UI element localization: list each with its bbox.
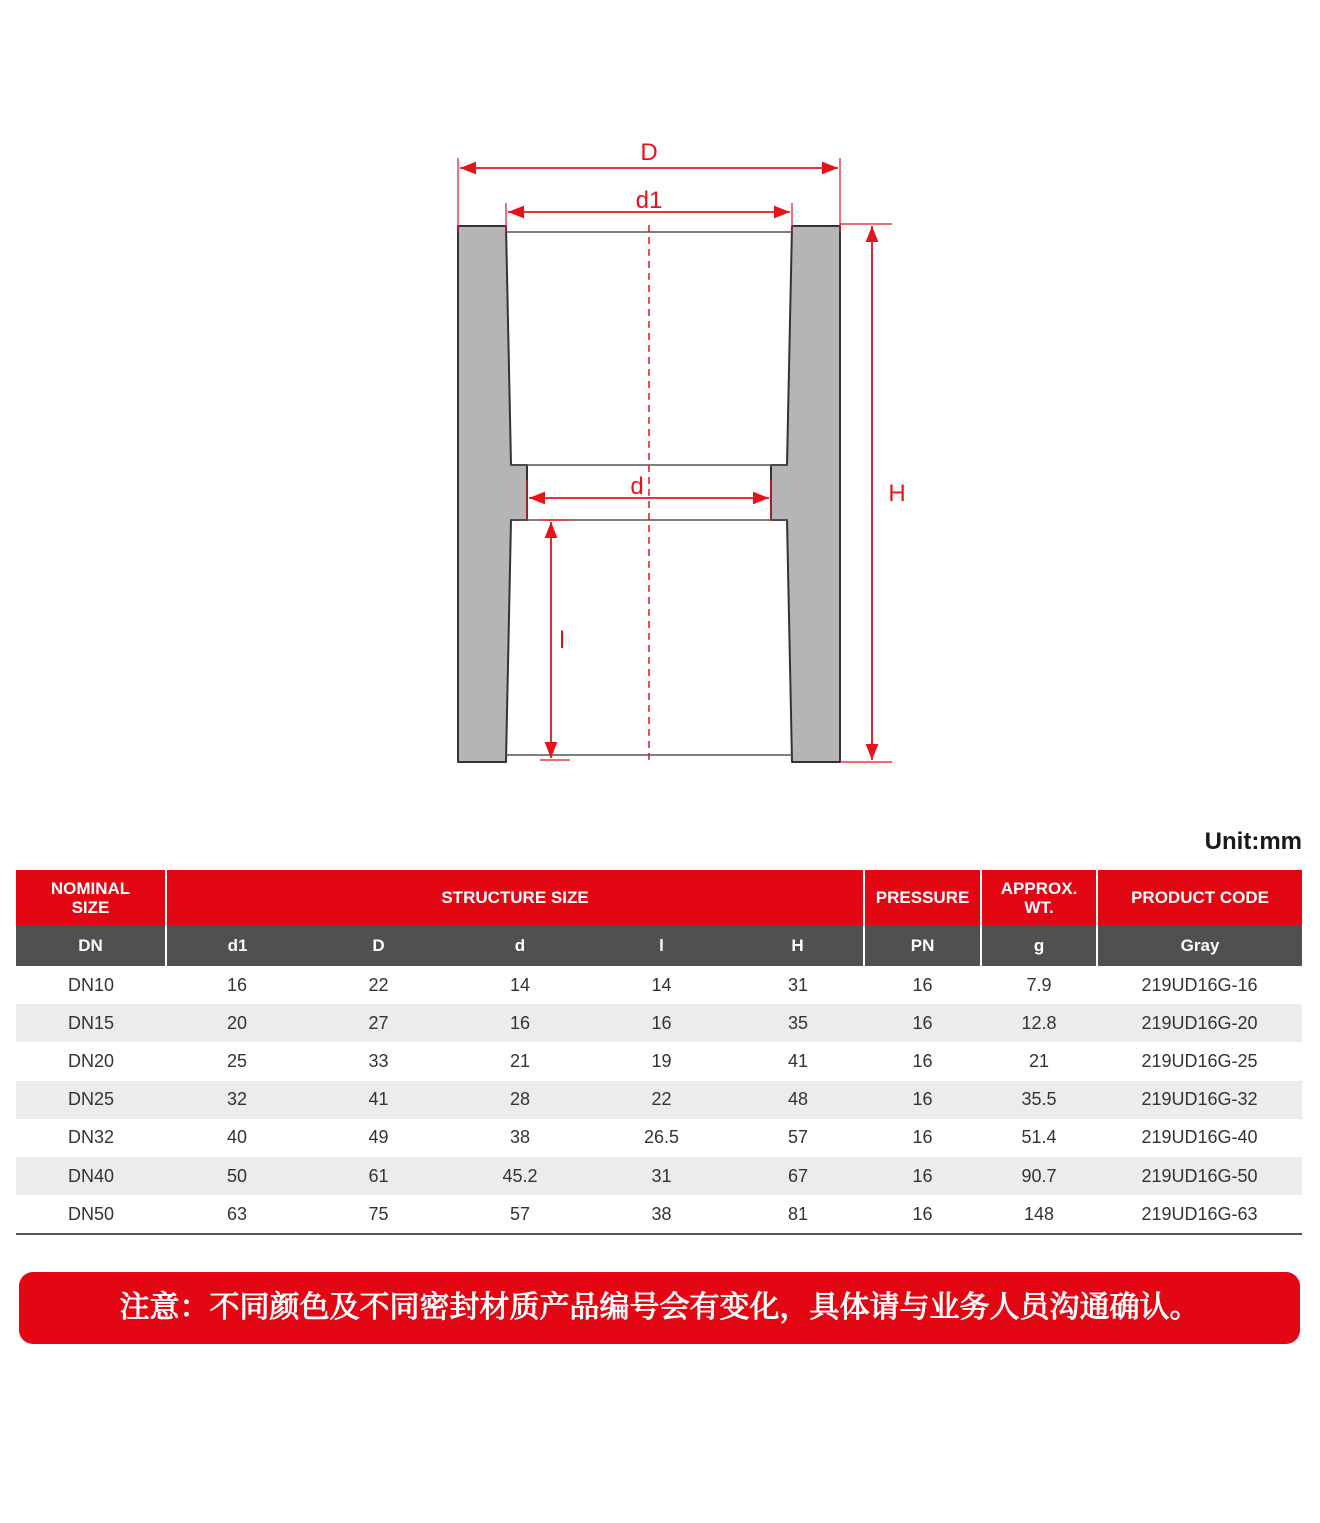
cell-H: 67 xyxy=(732,1157,864,1195)
header-nominal-size: NOMINAL SIZE xyxy=(16,870,166,925)
subheader-pn: PN xyxy=(864,925,981,966)
cell-D: 49 xyxy=(368,1127,389,1148)
note-banner: 注意：不同颜色及不同密封材质产品编号会有变化，具体请与业务人员沟通确认。 xyxy=(19,1272,1300,1344)
header-pressure: PRESSURE xyxy=(864,870,981,925)
cell-d: 57 xyxy=(509,1203,531,1224)
header-approx-wt: APPROX. WT. xyxy=(981,870,1097,925)
cell-g: 90.7 xyxy=(981,1157,1097,1195)
cell-D: 75 xyxy=(368,1203,389,1224)
cell-g: 7.9 xyxy=(1026,974,1052,995)
cell-H: 41 xyxy=(788,1050,809,1071)
cell-gray: 219UD16G-20 xyxy=(1097,1004,1302,1042)
cell-l: 26.5 xyxy=(643,1127,680,1148)
cell-pn: 16 xyxy=(912,1203,933,1224)
cell-l: 38 xyxy=(651,1203,672,1224)
cell-gray: 219UD16G-50 xyxy=(1097,1157,1302,1195)
cell-d: 14 xyxy=(509,974,531,995)
table-row xyxy=(16,1119,1302,1157)
subheader-d1: d1 xyxy=(166,925,308,966)
cell-H: 57 xyxy=(788,1127,809,1148)
cell-d: 21 xyxy=(509,1050,531,1071)
header-row-top xyxy=(16,870,1302,925)
cell-dn: DN25 xyxy=(16,1081,166,1119)
header-row-sub xyxy=(16,925,1302,966)
cell-d: 28 xyxy=(449,1081,591,1119)
cell-dn: DN40 xyxy=(16,1157,166,1195)
cell-d1: 63 xyxy=(226,1203,248,1224)
cell-d1: 16 xyxy=(226,974,248,995)
cell-d1: 32 xyxy=(166,1081,308,1119)
table-row xyxy=(16,1081,1302,1119)
label-d1: d1 xyxy=(635,187,663,214)
cell-l: 31 xyxy=(591,1157,732,1195)
subheader-gray: Gray xyxy=(1097,925,1302,966)
cell-d: 38 xyxy=(509,1127,531,1148)
label-l: l xyxy=(559,627,565,654)
cell-dn: DN20 xyxy=(67,1050,115,1071)
subheader-l: l xyxy=(591,925,732,966)
cell-g: 21 xyxy=(1029,1050,1050,1071)
cell-d1: 20 xyxy=(166,1004,308,1042)
cell-l: 14 xyxy=(651,974,672,995)
label-D: D xyxy=(640,139,658,166)
label-d: d xyxy=(630,473,644,500)
unit-label: Unit:mm xyxy=(1204,828,1302,855)
spec-table xyxy=(16,870,1302,1235)
cell-l: 19 xyxy=(651,1050,672,1071)
cell-pn: 16 xyxy=(864,1004,981,1042)
table-row xyxy=(16,1195,1302,1234)
cell-dn: DN15 xyxy=(16,1004,166,1042)
cell-pn: 16 xyxy=(864,1157,981,1195)
header-product-code: PRODUCT CODE xyxy=(1097,870,1302,925)
label-H: H xyxy=(888,480,906,507)
cell-H: 48 xyxy=(732,1081,864,1119)
cell-g: 51.4 xyxy=(1021,1127,1057,1148)
cell-gray: 219UD16G-40 xyxy=(1141,1127,1258,1148)
subheader-dn: DN xyxy=(16,925,166,966)
left-wall xyxy=(458,226,527,762)
table-row xyxy=(16,966,1302,1004)
cell-gray: 219UD16G-16 xyxy=(1141,974,1258,995)
cell-H: 31 xyxy=(788,974,809,995)
cell-D: 27 xyxy=(308,1004,449,1042)
cell-pn: 16 xyxy=(912,974,933,995)
cell-d: 16 xyxy=(449,1004,591,1042)
cell-H: 35 xyxy=(732,1004,864,1042)
cell-gray: 219UD16G-32 xyxy=(1097,1081,1302,1119)
cell-g: 12.8 xyxy=(981,1004,1097,1042)
subheader-g: g xyxy=(981,925,1097,966)
cell-pn: 16 xyxy=(912,1050,933,1071)
header-structure-size: STRUCTURE SIZE xyxy=(166,870,864,925)
cell-gray: 219UD16G-25 xyxy=(1141,1050,1258,1071)
cell-d1: 40 xyxy=(226,1127,248,1148)
right-wall xyxy=(771,226,840,762)
cell-dn: DN32 xyxy=(67,1127,115,1148)
cell-dn: DN10 xyxy=(67,974,115,995)
cell-l: 16 xyxy=(591,1004,732,1042)
cell-D: 61 xyxy=(308,1157,449,1195)
cell-D: 22 xyxy=(368,974,389,995)
cell-pn: 16 xyxy=(912,1127,933,1148)
subheader-d: d xyxy=(449,925,591,966)
cell-D: 41 xyxy=(308,1081,449,1119)
cell-g: 148 xyxy=(1024,1203,1055,1224)
cell-d1: 25 xyxy=(226,1050,248,1071)
cell-d: 45.2 xyxy=(449,1157,591,1195)
table-row xyxy=(16,1004,1302,1042)
subheader-H: H xyxy=(732,925,864,966)
cell-H: 81 xyxy=(788,1203,809,1224)
table-row xyxy=(16,1042,1302,1080)
cell-gray: 219UD16G-63 xyxy=(1141,1203,1258,1224)
table-body xyxy=(16,966,1302,1234)
subheader-D: D xyxy=(308,925,449,966)
cell-dn: DN50 xyxy=(67,1203,115,1224)
cell-D: 33 xyxy=(368,1050,389,1071)
cell-l: 22 xyxy=(591,1081,732,1119)
cell-pn: 16 xyxy=(864,1081,981,1119)
cell-d1: 50 xyxy=(166,1157,308,1195)
cell-g: 35.5 xyxy=(981,1081,1097,1119)
table-row xyxy=(16,1157,1302,1195)
